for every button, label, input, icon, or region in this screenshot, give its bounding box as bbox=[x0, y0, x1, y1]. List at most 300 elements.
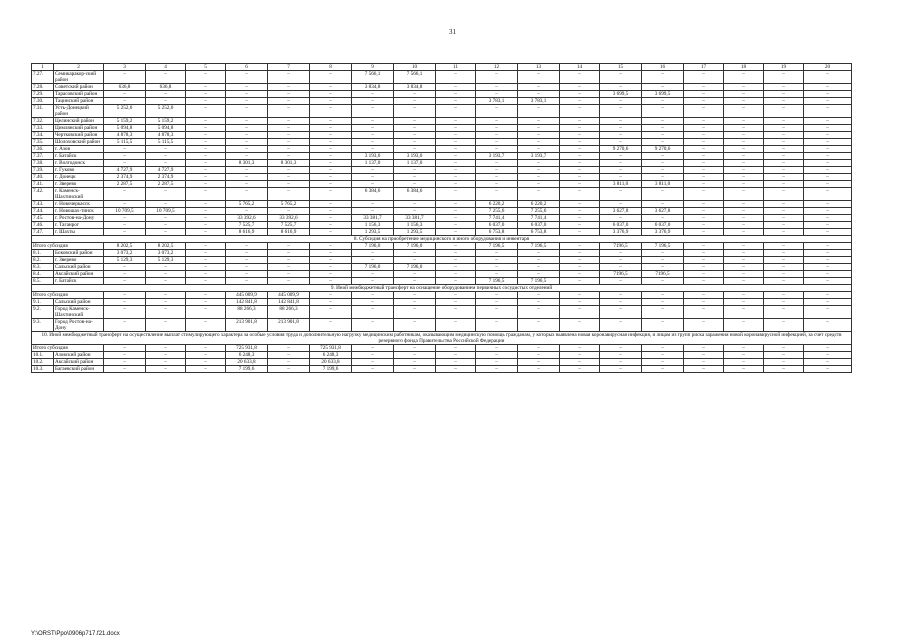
municipality-name: г. Ростов-на-Дону bbox=[54, 215, 104, 222]
section-heading: 9. Иной межбюджетный трансферт на оснащение оборудованием первичных сосудистых отделений bbox=[32, 285, 852, 292]
value-cell: – bbox=[642, 278, 684, 285]
municipality-name: Аксайский район bbox=[54, 359, 104, 366]
value-cell: 3 627,8 bbox=[642, 208, 684, 215]
row-index: 8.3. bbox=[32, 264, 54, 271]
value-cell: – bbox=[804, 160, 852, 167]
value-cell: 6 384,6 bbox=[394, 188, 436, 201]
value-cell: 3 834,8 bbox=[352, 84, 394, 91]
value-cell: – bbox=[268, 71, 310, 84]
value-cell: 2 374,9 bbox=[104, 174, 146, 181]
value-cell: 4 878,3 bbox=[146, 132, 186, 139]
value-cell: – bbox=[804, 366, 852, 373]
value-cell: 1 293,5 bbox=[394, 229, 436, 236]
row-index: 7.41. bbox=[32, 181, 54, 188]
value-cell: – bbox=[600, 84, 642, 91]
value-cell: – bbox=[724, 181, 764, 188]
value-cell: – bbox=[352, 306, 394, 319]
value-cell: – bbox=[560, 146, 600, 153]
value-cell: – bbox=[684, 250, 724, 257]
value-cell: 213 901,8 bbox=[226, 319, 268, 332]
value-cell: – bbox=[186, 84, 226, 91]
value-cell: – bbox=[436, 222, 476, 229]
value-cell: – bbox=[764, 118, 804, 125]
value-cell: – bbox=[642, 167, 684, 174]
value-cell: – bbox=[476, 160, 518, 167]
table-row bbox=[32, 229, 852, 236]
value-cell: – bbox=[684, 222, 724, 229]
value-cell: – bbox=[476, 71, 518, 84]
value-cell: – bbox=[146, 366, 186, 373]
value-cell: – bbox=[764, 250, 804, 257]
value-cell: – bbox=[600, 278, 642, 285]
value-cell: – bbox=[186, 229, 226, 236]
row-index: 7.29. bbox=[32, 91, 54, 98]
value-cell: – bbox=[394, 345, 436, 352]
value-cell: – bbox=[186, 257, 226, 264]
value-cell: – bbox=[146, 306, 186, 319]
value-cell: – bbox=[724, 125, 764, 132]
value-cell: – bbox=[226, 105, 268, 118]
value-cell: – bbox=[560, 181, 600, 188]
municipality-name: Аксайский район bbox=[54, 271, 104, 278]
municipality-name: Багаевский район bbox=[54, 366, 104, 373]
table-row bbox=[32, 257, 852, 264]
value-cell: – bbox=[104, 160, 146, 167]
value-cell: – bbox=[642, 98, 684, 105]
table-row bbox=[32, 146, 852, 153]
value-cell: – bbox=[684, 215, 724, 222]
value-cell: – bbox=[684, 271, 724, 278]
value-cell: – bbox=[724, 271, 764, 278]
value-cell: – bbox=[560, 167, 600, 174]
value-cell: – bbox=[310, 118, 352, 125]
municipality-name: г. Гуково bbox=[54, 167, 104, 174]
value-cell: – bbox=[394, 98, 436, 105]
value-cell: 142 841,8 bbox=[268, 299, 310, 306]
value-cell: – bbox=[804, 271, 852, 278]
value-cell: 3 834,8 bbox=[394, 84, 436, 91]
value-cell: – bbox=[724, 174, 764, 181]
value-cell: – bbox=[804, 215, 852, 222]
value-cell: – bbox=[724, 243, 764, 250]
value-cell: 5 252,0 bbox=[146, 105, 186, 118]
value-cell: – bbox=[764, 278, 804, 285]
value-cell: – bbox=[146, 292, 186, 299]
value-cell: – bbox=[394, 299, 436, 306]
value-cell: 7 741,4 bbox=[476, 215, 518, 222]
value-cell: – bbox=[226, 243, 268, 250]
value-cell: – bbox=[724, 132, 764, 139]
row-index: 9.2. bbox=[32, 306, 54, 319]
column-number-row bbox=[32, 64, 852, 71]
value-cell: – bbox=[226, 188, 268, 201]
municipality-name: г. Таганрог bbox=[54, 222, 104, 229]
value-cell: – bbox=[310, 319, 352, 332]
value-cell: – bbox=[724, 118, 764, 125]
value-cell: – bbox=[684, 139, 724, 146]
value-cell: 5 115,5 bbox=[104, 139, 146, 146]
value-cell: – bbox=[642, 105, 684, 118]
column-number: 18 bbox=[724, 64, 764, 71]
value-cell: – bbox=[518, 306, 560, 319]
value-cell: – bbox=[560, 292, 600, 299]
value-cell: – bbox=[146, 71, 186, 84]
value-cell: – bbox=[600, 352, 642, 359]
table-row bbox=[32, 271, 852, 278]
value-cell: – bbox=[146, 299, 186, 306]
value-cell: – bbox=[146, 359, 186, 366]
value-cell: – bbox=[310, 132, 352, 139]
value-cell: – bbox=[684, 299, 724, 306]
column-number: 6 bbox=[226, 64, 268, 71]
row-index: 7.39. bbox=[32, 167, 54, 174]
total-row bbox=[32, 292, 852, 299]
value-cell: – bbox=[104, 91, 146, 98]
value-cell: – bbox=[436, 292, 476, 299]
value-cell: – bbox=[804, 167, 852, 174]
value-cell: – bbox=[226, 98, 268, 105]
value-cell: – bbox=[600, 174, 642, 181]
value-cell: – bbox=[764, 264, 804, 271]
value-cell: – bbox=[764, 105, 804, 118]
value-cell: – bbox=[518, 359, 560, 366]
value-cell: – bbox=[436, 352, 476, 359]
value-cell: – bbox=[600, 359, 642, 366]
column-number: 2 bbox=[54, 64, 104, 71]
value-cell: – bbox=[310, 125, 352, 132]
value-cell: – bbox=[600, 188, 642, 201]
value-cell: – bbox=[436, 153, 476, 160]
value-cell: 4 727,9 bbox=[104, 167, 146, 174]
column-number: 17 bbox=[684, 64, 724, 71]
value-cell: – bbox=[186, 243, 226, 250]
value-cell: 445 009,9 bbox=[268, 292, 310, 299]
column-number: 5 bbox=[186, 64, 226, 71]
value-cell: – bbox=[560, 91, 600, 98]
value-cell: 1 156,3 bbox=[394, 222, 436, 229]
table-row bbox=[32, 160, 852, 167]
value-cell: – bbox=[310, 292, 352, 299]
value-cell: – bbox=[560, 139, 600, 146]
value-cell: 1 293,5 bbox=[352, 229, 394, 236]
value-cell: 8 301,3 bbox=[268, 160, 310, 167]
value-cell: 3 783,1 bbox=[476, 98, 518, 105]
value-cell: – bbox=[600, 319, 642, 332]
row-index: 7.44. bbox=[32, 208, 54, 215]
value-cell: – bbox=[436, 271, 476, 278]
value-cell: 6 037,0 bbox=[476, 222, 518, 229]
value-cell: – bbox=[310, 160, 352, 167]
value-cell: – bbox=[560, 352, 600, 359]
value-cell: – bbox=[310, 167, 352, 174]
value-cell: – bbox=[394, 105, 436, 118]
value-cell: – bbox=[764, 160, 804, 167]
value-cell: – bbox=[764, 208, 804, 215]
value-cell: – bbox=[104, 229, 146, 236]
municipality-name: Усть-Донецкий район bbox=[54, 105, 104, 118]
value-cell: – bbox=[226, 91, 268, 98]
value-cell: 3 376,9 bbox=[600, 229, 642, 236]
municipality-name: Город Каменск-Шахтинский bbox=[54, 306, 104, 319]
value-cell: – bbox=[560, 160, 600, 167]
value-cell: – bbox=[186, 71, 226, 84]
value-cell: – bbox=[436, 278, 476, 285]
value-cell: – bbox=[436, 125, 476, 132]
value-cell: – bbox=[186, 125, 226, 132]
value-cell: – bbox=[804, 146, 852, 153]
column-number: 16 bbox=[642, 64, 684, 71]
value-cell: – bbox=[600, 139, 642, 146]
value-cell: – bbox=[268, 264, 310, 271]
table-row bbox=[32, 105, 852, 118]
value-cell: – bbox=[186, 222, 226, 229]
value-cell: – bbox=[560, 222, 600, 229]
municipality-name: Семикаракор-ский район bbox=[54, 71, 104, 84]
value-cell: – bbox=[764, 125, 804, 132]
value-cell: – bbox=[146, 229, 186, 236]
value-cell: – bbox=[352, 271, 394, 278]
value-cell: 7 196,0 bbox=[394, 243, 436, 250]
page-number: 31 bbox=[449, 28, 456, 36]
value-cell: – bbox=[642, 352, 684, 359]
value-cell: – bbox=[394, 201, 436, 208]
value-cell: – bbox=[394, 250, 436, 257]
municipality-name: г. Каменск-Шахтинский bbox=[54, 188, 104, 201]
value-cell: – bbox=[724, 250, 764, 257]
row-index: 7.28. bbox=[32, 84, 54, 91]
column-number: 8 bbox=[310, 64, 352, 71]
value-cell: – bbox=[436, 250, 476, 257]
value-cell: – bbox=[186, 215, 226, 222]
value-cell: – bbox=[684, 118, 724, 125]
value-cell: – bbox=[146, 188, 186, 201]
municipality-name: Тарасовский район bbox=[54, 91, 104, 98]
value-cell: – bbox=[268, 174, 310, 181]
value-cell: – bbox=[764, 98, 804, 105]
value-cell: – bbox=[394, 146, 436, 153]
value-cell: – bbox=[560, 306, 600, 319]
value-cell: – bbox=[352, 292, 394, 299]
value-cell: – bbox=[684, 132, 724, 139]
value-cell: – bbox=[476, 84, 518, 91]
value-cell: 7 199,6 bbox=[226, 366, 268, 373]
value-cell: – bbox=[310, 208, 352, 215]
value-cell: – bbox=[724, 292, 764, 299]
value-cell: 8 616,9 bbox=[268, 229, 310, 236]
value-cell: 3 699,5 bbox=[600, 91, 642, 98]
value-cell: – bbox=[186, 167, 226, 174]
value-cell: – bbox=[724, 278, 764, 285]
value-cell: – bbox=[436, 71, 476, 84]
value-cell: – bbox=[518, 181, 560, 188]
value-cell: – bbox=[226, 125, 268, 132]
value-cell: – bbox=[310, 139, 352, 146]
value-cell: 7 196,5 bbox=[518, 243, 560, 250]
value-cell: – bbox=[684, 84, 724, 91]
value-cell: – bbox=[436, 188, 476, 201]
value-cell: – bbox=[804, 306, 852, 319]
value-cell: – bbox=[724, 257, 764, 264]
value-cell: – bbox=[104, 306, 146, 319]
value-cell: – bbox=[104, 292, 146, 299]
value-cell: – bbox=[518, 118, 560, 125]
value-cell: 20 633,8 bbox=[310, 359, 352, 366]
value-cell: – bbox=[724, 71, 764, 84]
value-cell: – bbox=[804, 319, 852, 332]
value-cell: – bbox=[684, 229, 724, 236]
value-cell: – bbox=[268, 366, 310, 373]
value-cell: – bbox=[310, 201, 352, 208]
value-cell: – bbox=[226, 132, 268, 139]
value-cell: – bbox=[642, 71, 684, 84]
value-cell: – bbox=[560, 299, 600, 306]
value-cell: – bbox=[436, 160, 476, 167]
value-cell: – bbox=[352, 359, 394, 366]
value-cell: 2 287,5 bbox=[146, 181, 186, 188]
value-cell: 3 193,7 bbox=[518, 153, 560, 160]
value-cell: – bbox=[310, 174, 352, 181]
value-cell: – bbox=[804, 201, 852, 208]
value-cell: – bbox=[104, 98, 146, 105]
column-number: 14 bbox=[560, 64, 600, 71]
value-cell: – bbox=[436, 299, 476, 306]
value-cell: 725 931,8 bbox=[310, 345, 352, 352]
value-cell: – bbox=[186, 208, 226, 215]
value-cell: – bbox=[186, 118, 226, 125]
value-cell: – bbox=[146, 215, 186, 222]
row-index: 7.30. bbox=[32, 98, 54, 105]
value-cell: – bbox=[436, 345, 476, 352]
value-cell: – bbox=[436, 174, 476, 181]
value-cell: 7 566,1 bbox=[352, 71, 394, 84]
value-cell: – bbox=[476, 306, 518, 319]
value-cell: – bbox=[104, 366, 146, 373]
value-cell: – bbox=[476, 299, 518, 306]
value-cell: – bbox=[352, 366, 394, 373]
value-cell: – bbox=[764, 215, 804, 222]
value-cell: – bbox=[724, 167, 764, 174]
value-cell: – bbox=[310, 98, 352, 105]
value-cell: – bbox=[518, 257, 560, 264]
value-cell: – bbox=[804, 188, 852, 201]
value-cell: – bbox=[600, 125, 642, 132]
row-index: 7.31. bbox=[32, 105, 54, 118]
value-cell: 7 196,5 bbox=[476, 278, 518, 285]
table-row bbox=[32, 201, 852, 208]
value-cell: 6 384,6 bbox=[352, 188, 394, 201]
municipality-name: г. Донецк bbox=[54, 174, 104, 181]
value-cell: – bbox=[724, 208, 764, 215]
value-cell: – bbox=[684, 292, 724, 299]
value-cell: – bbox=[764, 84, 804, 91]
value-cell: – bbox=[600, 167, 642, 174]
value-cell: – bbox=[642, 160, 684, 167]
value-cell: – bbox=[394, 366, 436, 373]
value-cell: – bbox=[476, 250, 518, 257]
value-cell: 7 199,6 bbox=[310, 366, 352, 373]
section-heading-row bbox=[32, 285, 852, 292]
value-cell: – bbox=[394, 167, 436, 174]
value-cell: – bbox=[226, 153, 268, 160]
value-cell: – bbox=[146, 146, 186, 153]
value-cell: – bbox=[352, 181, 394, 188]
value-cell: – bbox=[764, 243, 804, 250]
value-cell: – bbox=[724, 299, 764, 306]
value-cell: – bbox=[186, 345, 226, 352]
table-row bbox=[32, 319, 852, 332]
value-cell: – bbox=[804, 91, 852, 98]
column-number: 11 bbox=[436, 64, 476, 71]
value-cell: 7 525,7 bbox=[226, 222, 268, 229]
value-cell: – bbox=[560, 250, 600, 257]
value-cell: – bbox=[226, 257, 268, 264]
value-cell: – bbox=[186, 352, 226, 359]
value-cell: – bbox=[268, 146, 310, 153]
value-cell: 7 566,1 bbox=[394, 71, 436, 84]
municipality-name: г. Батайск bbox=[54, 278, 104, 285]
value-cell: – bbox=[560, 105, 600, 118]
value-cell: – bbox=[436, 229, 476, 236]
value-cell: – bbox=[684, 174, 724, 181]
value-cell: – bbox=[310, 71, 352, 84]
value-cell: 7 196,0 bbox=[352, 243, 394, 250]
column-number: 9 bbox=[352, 64, 394, 71]
table-row bbox=[32, 118, 852, 125]
value-cell: 5 252,0 bbox=[104, 105, 146, 118]
value-cell: – bbox=[684, 153, 724, 160]
value-cell: – bbox=[724, 91, 764, 98]
value-cell: – bbox=[684, 167, 724, 174]
municipality-name: г. Шахты bbox=[54, 229, 104, 236]
value-cell: 9 270,6 bbox=[600, 146, 642, 153]
value-cell: 5 129,3 bbox=[146, 257, 186, 264]
value-cell: – bbox=[724, 98, 764, 105]
value-cell: – bbox=[518, 319, 560, 332]
value-cell: 33 392,6 bbox=[268, 215, 310, 222]
value-cell: – bbox=[560, 264, 600, 271]
value-cell: 7 196,5 bbox=[476, 243, 518, 250]
value-cell: – bbox=[684, 188, 724, 201]
value-cell: – bbox=[352, 319, 394, 332]
value-cell: – bbox=[560, 201, 600, 208]
value-cell: 3 627,8 bbox=[600, 208, 642, 215]
table-row bbox=[32, 174, 852, 181]
value-cell: – bbox=[764, 345, 804, 352]
column-number: 3 bbox=[104, 64, 146, 71]
row-index: 9.3. bbox=[32, 319, 54, 332]
value-cell: 3 783,1 bbox=[518, 98, 560, 105]
value-cell: – bbox=[642, 125, 684, 132]
value-cell: – bbox=[642, 257, 684, 264]
municipality-name: Советский район bbox=[54, 84, 104, 91]
value-cell: – bbox=[724, 264, 764, 271]
row-index: 8.2. bbox=[32, 257, 54, 264]
value-cell: 6 220,2 bbox=[476, 201, 518, 208]
value-cell: – bbox=[600, 264, 642, 271]
value-cell: – bbox=[600, 132, 642, 139]
value-cell: – bbox=[642, 201, 684, 208]
value-cell: – bbox=[186, 306, 226, 319]
value-cell: – bbox=[310, 91, 352, 98]
value-cell: – bbox=[684, 71, 724, 84]
value-cell: 7 525,7 bbox=[268, 222, 310, 229]
value-cell: – bbox=[268, 132, 310, 139]
value-cell: – bbox=[476, 188, 518, 201]
value-cell: – bbox=[476, 132, 518, 139]
value-cell: – bbox=[560, 319, 600, 332]
value-cell: – bbox=[394, 319, 436, 332]
column-number: 4 bbox=[146, 64, 186, 71]
